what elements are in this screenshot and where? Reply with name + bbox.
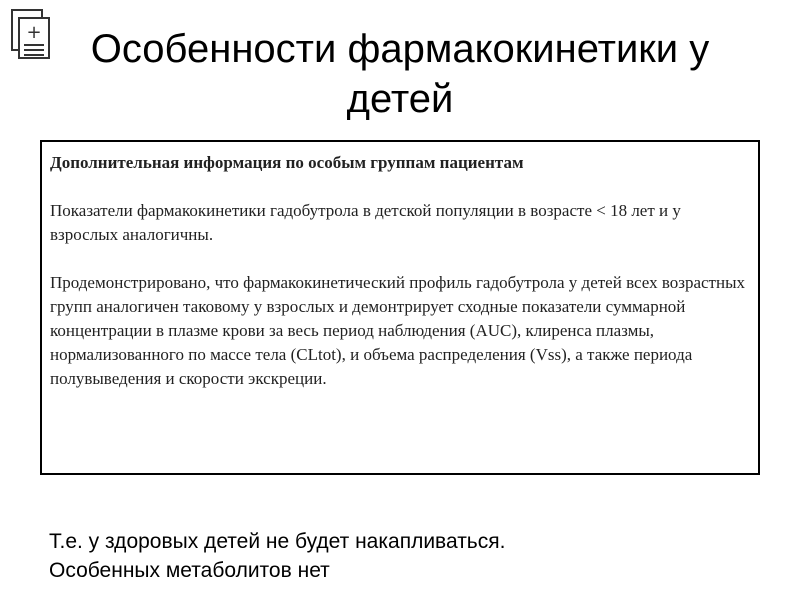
plus-glyph: + (26, 22, 42, 43)
conclusion-line-1: Т.е. у здоровых детей не будет накапливаться. (49, 530, 506, 553)
slide-title-line-2: детей (346, 77, 454, 121)
conclusion-line-2: Особенных метаболитов нет (49, 559, 330, 582)
conclusion-text (49, 527, 769, 585)
slide-title (0, 24, 800, 124)
info-paragraph-2: Продемонстрировано, что фармакокинетический профиль гадобутрола у детей всех возрастных групп аналогичен таковому у взрослых и демонтрирует сходные показатели суммарной концентрации в плазме крови за весь период наблюдения (AUC), клиренса плазмы, нормализованного по массе тела (CLtot), и объема распределения (Vss), а также периода полувыведения и скорости экскреции. (50, 273, 745, 388)
slide-title-line-1: Особенности фармакокинетики у (90, 27, 710, 71)
info-paragraph-1: Показатели фармакокинетики гадобутрола в детской популяции в возрасте < 18 лет и у взрослых аналогичны. (50, 201, 681, 244)
info-box (40, 140, 760, 475)
info-box-heading: Дополнительная информация по особым группам пациентам (50, 153, 524, 172)
